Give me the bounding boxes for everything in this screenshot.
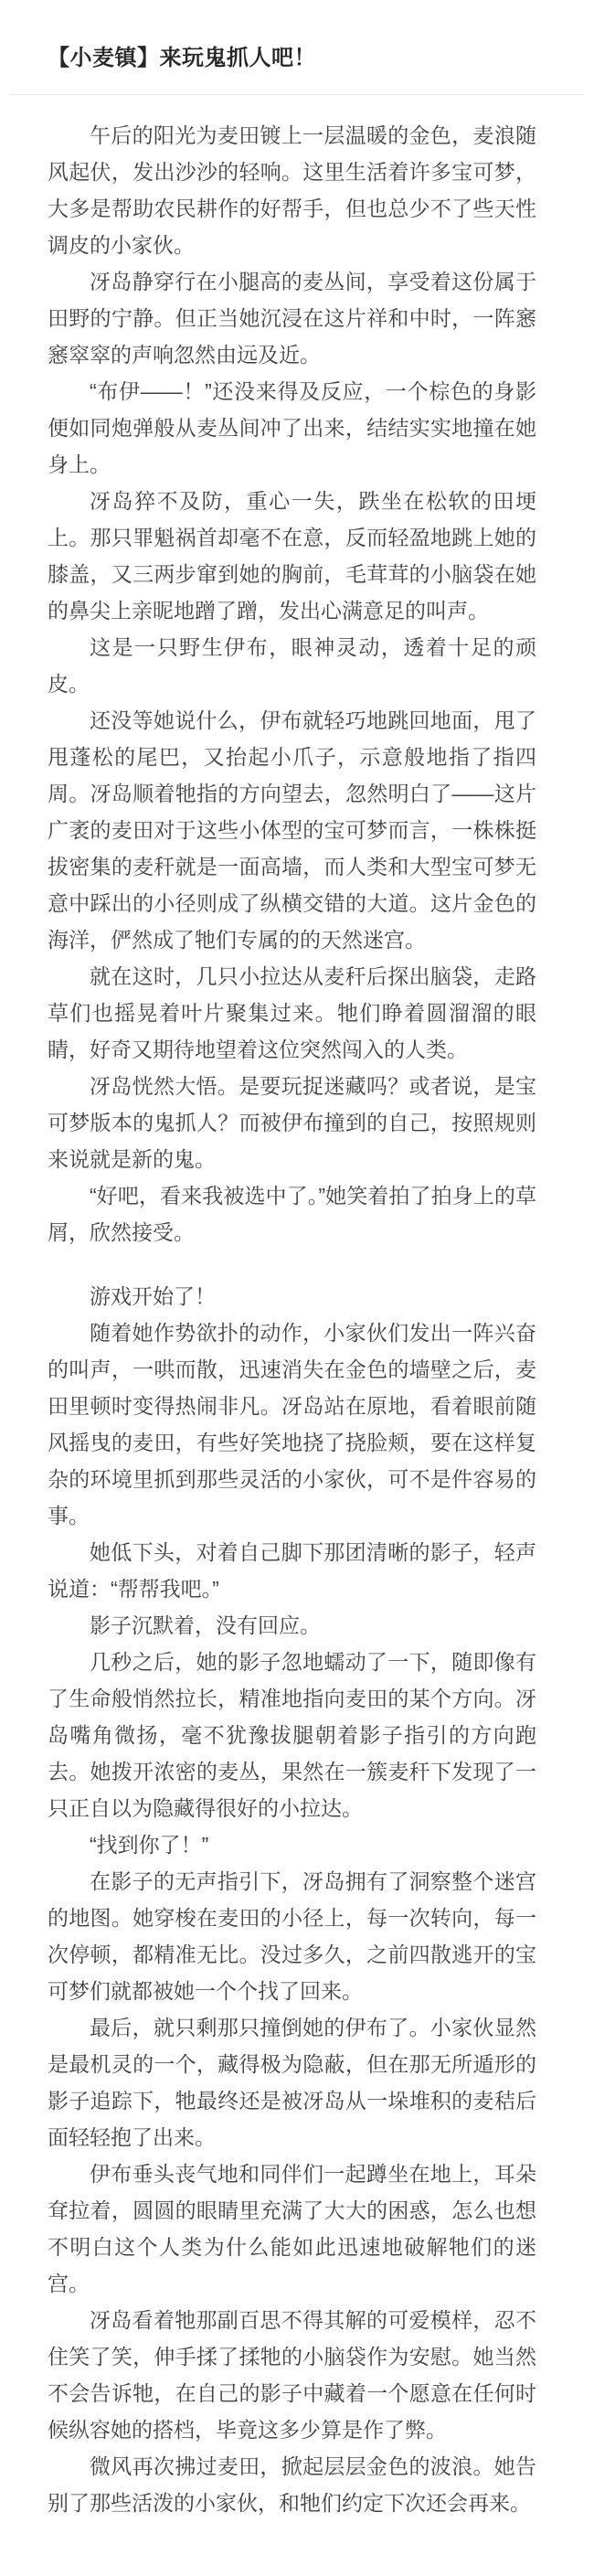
- paragraph: 在影子的无声指引下，冴岛拥有了洞察整个迷宫的地图。她穿梭在麦田的小径上，每一次转向，每一次停顿，都精准无比。没过多久，之前四散逃开的宝可梦们就都被她一个个找了回来。: [48, 1869, 536, 2003]
- paragraph: 她低下头，对着自己脚下那团清晰的影子，轻声说道：“帮帮我吧。”: [48, 1540, 536, 1601]
- paragraph: 还没等她说什么，伊布就轻巧地跳回地面，甩了甩蓬松的尾巴，又抬起小爪子，示意般地指了指四周。冴岛顺着牠指的方向望去，忽然明白了——这片广袤的麦田对于这些小体型的宝可梦而言，一株株挺拔密集的麦秆就是一面高墙，而人类和大型宝可梦无意中踩出的小径则成了纵横交错的大道。这片金色的海洋，俨然成了牠们专属的的天然迷宫。: [48, 708, 536, 952]
- paragraph: 微风再次拂过麦田，掀起层层金色的波浪。她告别了那些活泼的小家伙，和牠们约定下次还会再来。: [48, 2454, 536, 2515]
- page-title: 【小麦镇】来玩鬼抓人吧！: [48, 46, 316, 70]
- paragraph: 冴岛恍然大悟。是要玩捉迷藏吗？或者说，是宝可梦版本的鬼抓人？而被伊布撞到的自己，按照规则来说就是新的鬼。: [48, 1074, 536, 1171]
- paragraph: 午后的阳光为麦田镀上一层温暖的金色，麦浪随风起伏，发出沙沙的轻响。这里生活着许多宝可梦，大多是帮助农民耕作的好帮手，但也总少不了些天性调皮的小家伙。: [48, 123, 536, 257]
- paragraph: 游戏开始了！: [90, 1284, 216, 1308]
- paragraphs: [48, 95, 536, 2521]
- paragraph: 伊布垂头丧气地和同伴们一起蹲坐在地上，耳朵耷拉着，圆圆的眼睛里充满了大大的困惑，怎么也想不明白这个人类为什么能如此迅速地破解牠们的迷宫。: [48, 2162, 536, 2295]
- paragraph: 几秒之后，她的影子忽地蠕动了一下，随即像有了生命般悄然拉长，精准地指向麦田的某个方向。冴岛嘴角微扬，毫不犹豫拔腿朝着影子指引的方向跑去。她拨开浓密的麦丛，果然在一簇麦秆下发现了一只正自以为隐藏得很好的小拉达。: [48, 1650, 536, 1820]
- paragraph: “好吧，看来我被选中了。”她笑着拍了拍身上的草屑，欣然接受。: [48, 1184, 536, 1244]
- paragraph: 冴岛看着牠那副百思不得其解的可爱模样，忍不住笑了笑，伸手揉了揉牠的小脑袋作为安慰。她当然不会告诉牠，在自己的影子中藏着一个愿意在任何时候纵容她的搭档，毕竟这多少算是作了弊。: [48, 2308, 536, 2442]
- paragraph: 影子沉默着，没有回应。: [90, 1613, 321, 1637]
- paragraph: 随着她作势欲扑的动作，小家伙们发出一阵兴奋的叫声，一哄而散，迅速消失在金色的墙壁之后，麦田里顿时变得热闹非凡。冴岛站在原地，看着眼前随风摇曳的麦田，有些好笑地挠了挠脸颊，要在这样复杂的环境里抓到那些灵活的小家伙，可不是件容易的事。: [48, 1321, 536, 1528]
- paragraph: “找到你了！”: [90, 1833, 209, 1857]
- paragraph: 冴岛静穿行在小腿高的麦丛间，享受着这份属于田野的宁静。但正当她沉浸在这片祥和中时，一阵窸窸窣窣的声响忽然由远及近。: [48, 270, 536, 367]
- paragraph: 冴岛猝不及防，重心一失，跌坐在松软的田埂上。那只罪魁祸首却毫不在意，反而轻盈地跳上她的膝盖，又三两步窜到她的胸前，毛茸茸的小脑袋在她的鼻尖上亲昵地蹭了蹭，发出心满意足的叫声。: [48, 489, 536, 623]
- paragraph: 就在这时，几只小拉达从麦秆后探出脑袋，走路草们也摇晃着叶片聚集过来。牠们睁着圆溜溜的眼睛，好奇又期待地望着这位突然闯入的人类。: [48, 964, 536, 1061]
- paragraph: 这是一只野生伊布，眼神灵动，透着十足的顽皮。: [48, 635, 536, 696]
- paragraph: 最后，就只剩那只撞倒她的伊布了。小家伙显然是最机灵的一个，藏得极为隐蔽，但在那无所遁形的影子追踪下，牠最终还是被冴岛从一垛堆积的麦秸后面轻轻抱了出来。: [48, 2016, 536, 2149]
- paragraph: “布伊——！”还没来得及反应，一个棕色的身影便如同炮弹般从麦丛间冲了出来，结结实实地撞在她身上。: [48, 379, 536, 476]
